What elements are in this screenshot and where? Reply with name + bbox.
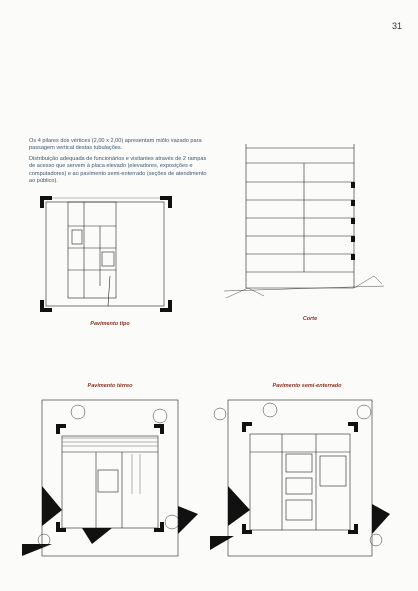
typical-floor-plan (40, 196, 172, 318)
paragraph-distribution: Distribuição adequada de funcionários e visitantes através de 2 rampas de acesso que servem à placa elevado (elevadores, exposições e computadores) e ao pavimento semi-enterrado (seções de atendimento ao público). (29, 155, 207, 185)
section-drawing (224, 136, 384, 306)
ground-floor-caption: Pavimento térreo (87, 383, 133, 389)
paragraph-pillars: Os 4 pilares dos vértices (2,00 x 2,00) apresentam miôlo vazado para passagem vertical destas tubulações. (29, 138, 202, 152)
typical-floor-caption: Pavimento tipo (90, 321, 130, 327)
ground-floor-plan (22, 394, 198, 566)
semi-buried-floor-plan (210, 394, 390, 566)
semi-buried-caption: Pavimento semi-enterrado (272, 383, 342, 389)
section-caption: Corte (302, 316, 318, 322)
page-number: 31 (392, 21, 403, 31)
description-text (29, 138, 209, 188)
